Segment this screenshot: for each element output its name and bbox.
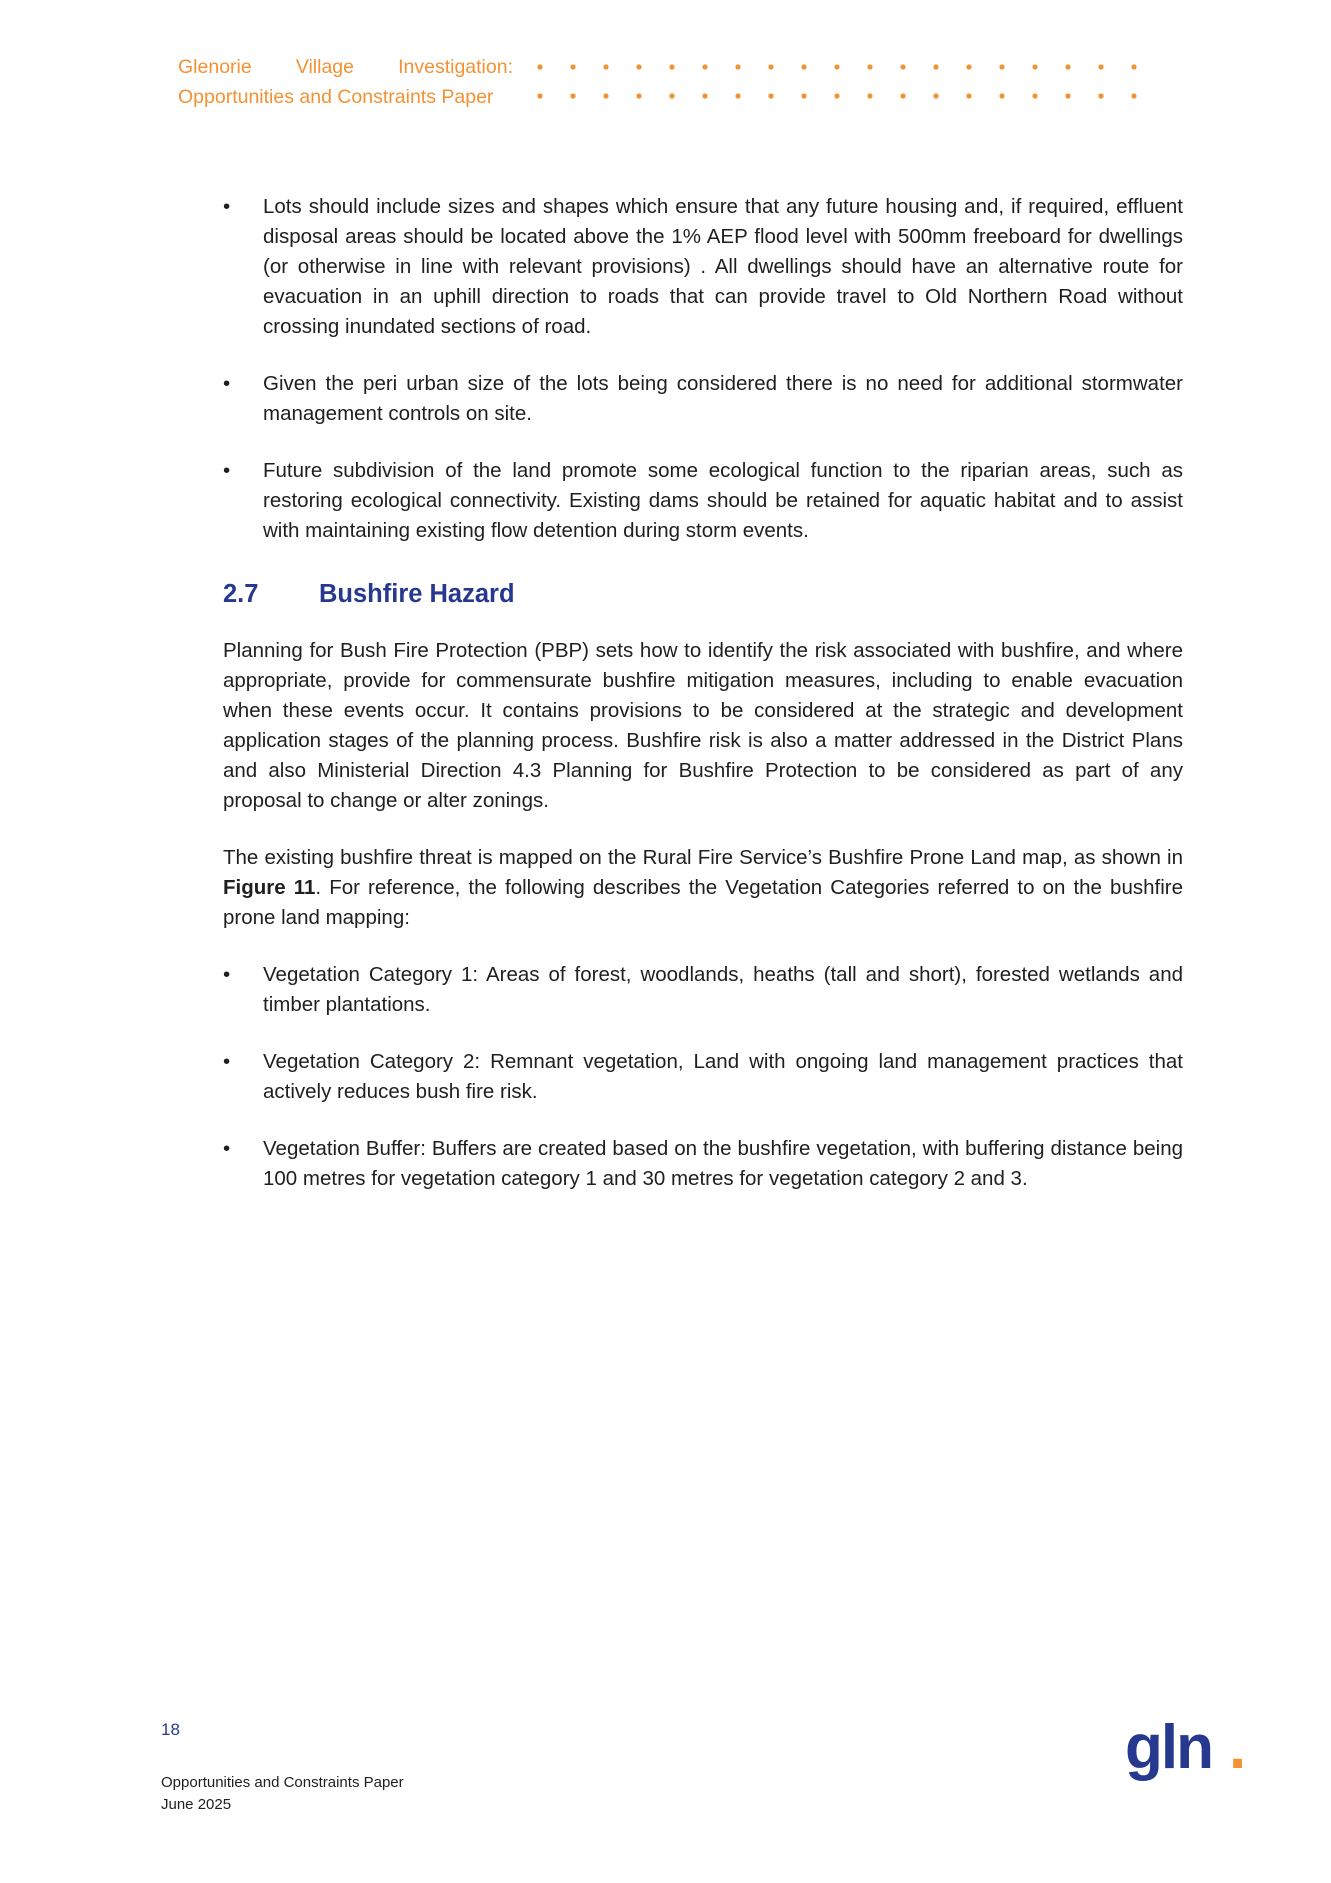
list-item: [223, 456, 1183, 546]
bullet-icon: •: [223, 195, 231, 218]
section-title: Bushfire Hazard: [319, 580, 515, 608]
header-dot: [1065, 64, 1070, 69]
header-dot: [1032, 93, 1037, 98]
section-number: 2.7: [223, 580, 259, 608]
paragraph-text: The existing bushfire threat is mapped on the Rural Fire Service’s Bushfire Prone Land map, as shown in: [223, 846, 1183, 869]
header-dot: [867, 64, 872, 69]
header-title-line2: Opportunities and Constraints Paper: [178, 86, 494, 108]
header-dot: [867, 93, 872, 98]
header-dot: [966, 93, 971, 98]
header-dot: [768, 64, 773, 69]
header-dot: [735, 64, 740, 69]
header-dot: [801, 93, 806, 98]
bullet-icon: •: [223, 372, 231, 395]
list-item-text: Given the peri urban size of the lots being considered there is no need for additional stormwater management controls on site.: [263, 372, 1183, 425]
header-dot: [1098, 64, 1103, 69]
header-dot: [735, 93, 740, 98]
bullet-icon: •: [223, 1050, 231, 1073]
paragraph-text: . For reference, the following describes the Vegetation Categories referred to on the bushfire prone land mapping:: [223, 876, 1183, 929]
header-title-word: Glenorie: [178, 56, 252, 78]
list-item-text: Vegetation Buffer: Buffers are created based on the bushfire vegetation, with buffering distance being 100 metres for vegetation category 1 and 30 metres for vegetation category 2 and 3.: [263, 1137, 1183, 1190]
header-dot: [933, 64, 938, 69]
header-dot: [669, 93, 674, 98]
list-item-text: Vegetation Category 2: Remnant vegetation, Land with ongoing land management practices that actively reduces bush fire risk.: [263, 1050, 1183, 1103]
paragraph-pbp: Planning for Bush Fire Protection (PBP) sets how to identify the risk associated with bushfire, and where appropriate, provide for commensurate bushfire mitigation measures, including to enable evacuation when these events occur. It contains provisions to be considered at the strategic and development application stages of the planning process. Bushfire risk is also a matter addressed in the District Plans and also Ministerial Direction 4.3 Planning for Bushfire Protection to be considered as part of any proposal to change or alter zonings.: [223, 639, 1183, 812]
header-dot: [999, 64, 1004, 69]
header-dot: [537, 64, 542, 69]
list-item: [223, 1047, 1183, 1107]
header-dot-pattern: [178, 52, 1238, 122]
list-item-text: Future subdivision of the land promote some ecological function to the riparian areas, such as restoring ecological connectivity. Existing dams should be retained for aquatic habitat and to assist with maintaining existing flow detention during storm events.: [263, 459, 1183, 542]
header-dot: [636, 93, 641, 98]
header-dot: [570, 64, 575, 69]
header-dot: [702, 64, 707, 69]
header-dot: [933, 93, 938, 98]
header-dot: [1098, 93, 1103, 98]
list-item: [223, 192, 1183, 342]
header-dot: [834, 93, 839, 98]
header-dot: [1065, 93, 1070, 98]
header-dot: [537, 93, 542, 98]
bullet-icon: •: [223, 459, 231, 482]
header-dot: [834, 64, 839, 69]
paragraph-bushfire-map: [223, 843, 1183, 933]
footer-date: June 2025: [161, 1796, 232, 1813]
list-item-text: Lots should include sizes and shapes which ensure that any future housing and, if required, effluent disposal areas should be located above the 1% AEP flood level with 500mm freeboard for dwellings (or otherwise in line with relevant provisions) . All dwellings should have an alternative route for evacuation in an uphill direction to roads that can provide travel to Old Northern Road without crossing inundated sections of road.: [263, 195, 1183, 338]
list-item-text: Vegetation Category 1: Areas of forest, woodlands, heaths (tall and short), forested wetlands and timber plantations.: [263, 963, 1183, 1016]
header-dot: [900, 64, 905, 69]
logo-dot: .: [1229, 1722, 1247, 1782]
header-dot: [966, 64, 971, 69]
header-dot: [900, 93, 905, 98]
header-title-word: Village: [295, 56, 354, 78]
bullet-icon: •: [223, 963, 231, 986]
header-dot: [1032, 64, 1037, 69]
list-item: [223, 369, 1183, 429]
header-dot: [999, 93, 1004, 98]
footer-text: [161, 1772, 404, 1816]
gln-logo: [1125, 1722, 1255, 1792]
header-dot: [636, 64, 641, 69]
bullet-icon: •: [223, 1137, 231, 1160]
section-heading: [223, 578, 1183, 610]
logo-text: gln: [1125, 1722, 1212, 1782]
bullet-list-vegetation: [223, 960, 1183, 1194]
figure-reference: Figure 11: [223, 876, 316, 899]
header-title-word: Investigation:: [398, 56, 513, 78]
header-dot: [603, 64, 608, 69]
header-dot: [570, 93, 575, 98]
header-dot: [801, 64, 806, 69]
header-dot: [768, 93, 773, 98]
header-dot: [669, 64, 674, 69]
bullet-list-top: [223, 192, 1183, 546]
header-dot: [702, 93, 707, 98]
page-header: [178, 52, 1238, 122]
header-dot: [1131, 93, 1136, 98]
main-content: [223, 192, 1183, 1221]
list-item: [223, 1134, 1183, 1194]
footer-doc-title: Opportunities and Constraints Paper: [161, 1774, 404, 1791]
page-number: 18: [161, 1720, 180, 1739]
list-item: [223, 960, 1183, 1020]
header-dot: [603, 93, 608, 98]
header-dot: [1131, 64, 1136, 69]
